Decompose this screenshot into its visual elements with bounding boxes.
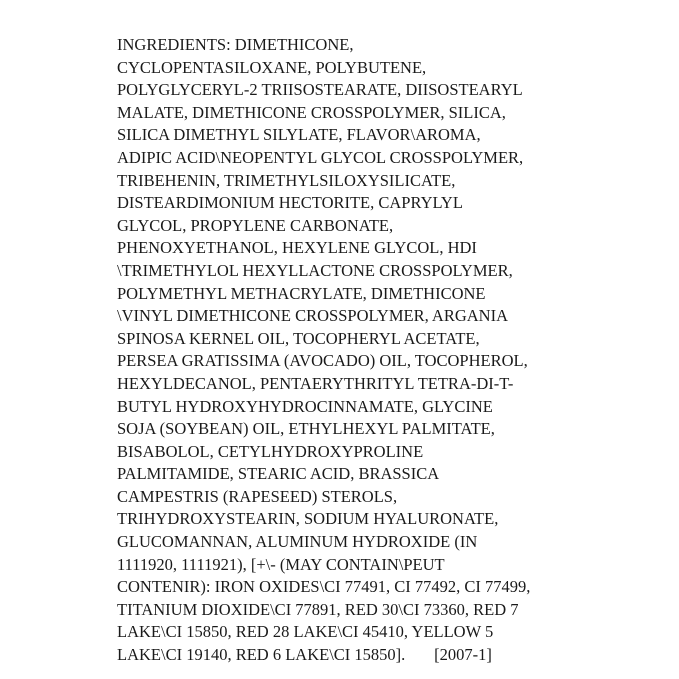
ingredients-line: INGREDIENTS: DIMETHICONE, xyxy=(117,35,354,54)
ingredients-line: PERSEA GRATISSIMA (AVOCADO) OIL, TOCOPHEROL, xyxy=(117,351,528,371)
ingredients-line: PHENOXYETHANOL, HEXYLENE GLYCOL, HDI xyxy=(117,238,477,258)
ingredients-line: POLYMETHYL METHACRYLATE, DIMETHICONE xyxy=(117,283,486,303)
ingredients-line: SPINOSA KERNEL OIL, TOCOPHERYL ACETATE, xyxy=(117,328,480,348)
ingredients-line: ADIPIC ACID\NEOPENTYL GLYCOL CROSSPOLYMER, xyxy=(117,147,524,167)
ingredients-line: 1111920, 1111921), [+\- (MAY CONTAIN\PEUT xyxy=(117,554,445,574)
ingredients-line: HEXYLDECANOL, PENTAERYTHRITYL TETRA-DI-T- xyxy=(117,373,514,393)
ingredients-line: \TRIMETHYLOL HEXYLLACTONE CROSSPOLYMER, xyxy=(117,260,513,280)
ingredients-line: CYCLOPENTASILOXANE, POLYBUTENE, xyxy=(117,57,427,77)
ingredients-line: MALATE, DIMETHICONE CROSSPOLYMER, SILICA, xyxy=(117,102,506,122)
ingredients-line: SOJA (SOYBEAN) OIL, ETHYLHEXYL PALMITATE, xyxy=(117,419,495,439)
ingredients-line: POLYGLYCERYL-2 TRIISOSTEARATE, DIISOSTEARYL xyxy=(117,80,523,100)
ingredients-line: GLYCOL, PROPYLENE CARBONATE, xyxy=(117,215,394,235)
ingredients-line: TITANIUM DIOXIDE\CI 77891, RED 30\CI 73360, RED 7 xyxy=(117,599,519,619)
ingredients-line: \VINYL DIMETHICONE CROSSPOLYMER, ARGANIA xyxy=(117,306,508,326)
ingredients-line: BUTYL HYDROXYHYDROCINNAMATE, GLYCINE xyxy=(117,396,493,416)
ingredients-line: TRIBEHENIN, TRIMETHYLSILOXYSILICATE, xyxy=(117,170,456,190)
ingredients-line: BISABOLOL, CETYLHYDROXYPROLINE xyxy=(117,441,424,461)
ingredients-line: DISTEARDIMONIUM HECTORITE, CAPRYLYL xyxy=(117,193,463,213)
ingredients-line: TRIHYDROXYSTEARIN, SODIUM HYALURONATE, xyxy=(117,509,499,529)
ingredients-line: CAMPESTRIS (RAPESEED) STEROLS, xyxy=(117,486,398,506)
ingredients-line: SILICA DIMETHYL SILYLATE, FLAVOR\AROMA, xyxy=(117,125,481,145)
ingredients-line: PALMITAMIDE, STEARIC ACID, BRASSICA xyxy=(117,464,440,484)
ingredients-line: LAKE\CI 19140, RED 6 LAKE\CI 15850]. [2007-1] xyxy=(117,645,492,665)
ingredients-line: GLUCOMANNAN, ALUMINUM HYDROXIDE (IN xyxy=(117,532,478,552)
ingredients-text xyxy=(117,34,597,667)
ingredients-line: CONTENIR): IRON OXIDES\CI 77491, CI 77492, CI 77499, xyxy=(117,577,531,597)
ingredients-line: LAKE\CI 15850, RED 28 LAKE\CI 45410, YELLOW 5 xyxy=(117,622,494,642)
